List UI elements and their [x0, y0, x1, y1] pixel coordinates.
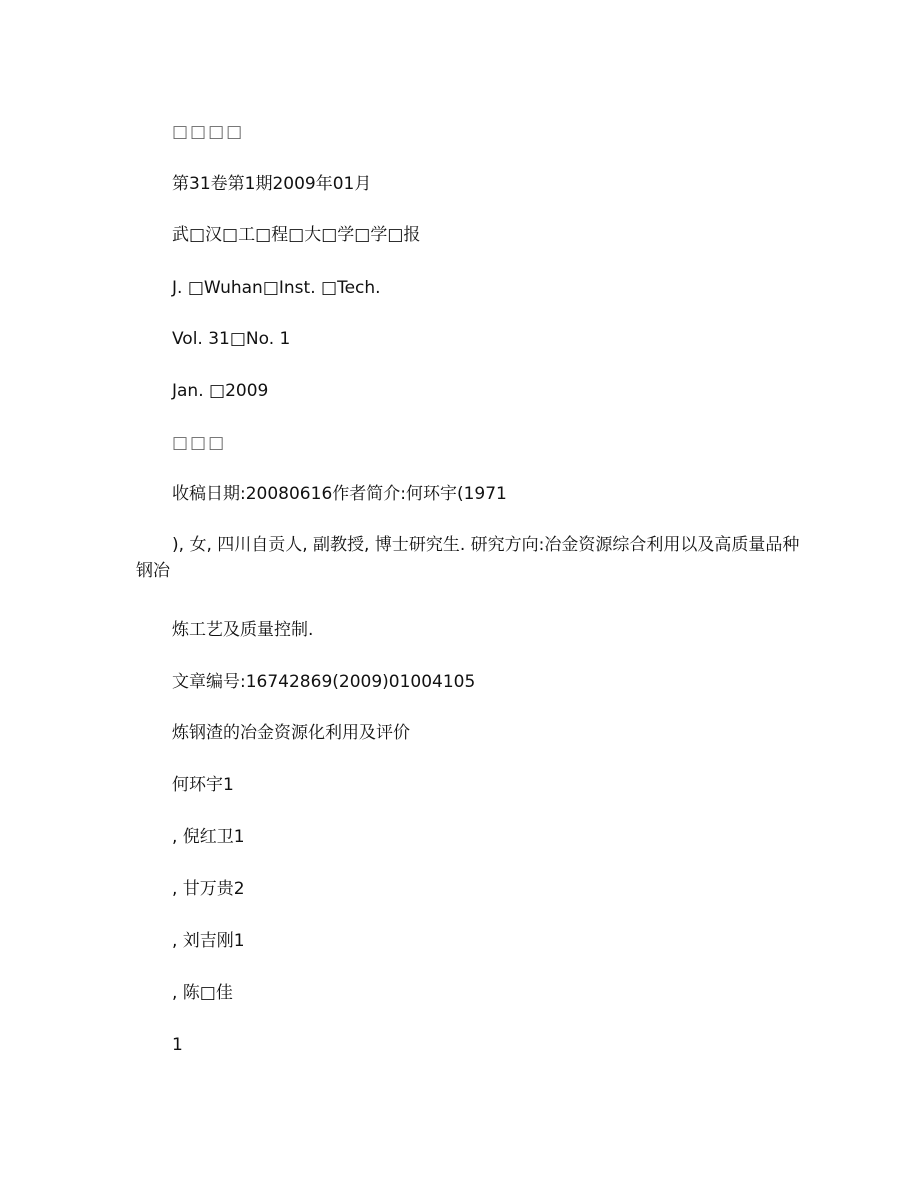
- author-5: , 陈□佳: [172, 983, 233, 1003]
- journal-name-chinese: 武□汉□工□程□大□学□学□报: [172, 225, 421, 245]
- journal-name-english: J. □Wuhan□Inst. □Tech.: [172, 278, 381, 298]
- received-date-author-intro: 收稿日期:20080616作者简介:何环宇(1971: [172, 484, 507, 504]
- author-3: , 甘万贵2: [172, 879, 245, 899]
- placeholder-text-top: □□□□: [172, 122, 245, 142]
- volume-issue-date: 第31卷第1期2009年01月: [172, 174, 372, 194]
- author-2: , 倪红卫1: [172, 827, 245, 847]
- author-bio: ), 女, 四川自贡人, 副教授, 博士研究生. 研究方向:冶金资源综合利用以及高质量品种钢冶: [136, 535, 800, 581]
- placeholder-text-middle: □□□: [172, 433, 227, 453]
- article-number: 文章编号:16742869(2009)01004105: [172, 672, 476, 692]
- article-title: 炼钢渣的冶金资源化利用及评价: [172, 723, 410, 743]
- publication-date: Jan. □2009: [172, 381, 269, 401]
- author-5-affiliation-number: 1: [172, 1035, 183, 1055]
- author-1: 何环宇1: [172, 775, 234, 795]
- author-bio-continued: 炼工艺及质量控制.: [172, 620, 314, 640]
- author-4: , 刘吉刚1: [172, 931, 245, 951]
- volume-number: Vol. 31□No. 1: [172, 329, 291, 349]
